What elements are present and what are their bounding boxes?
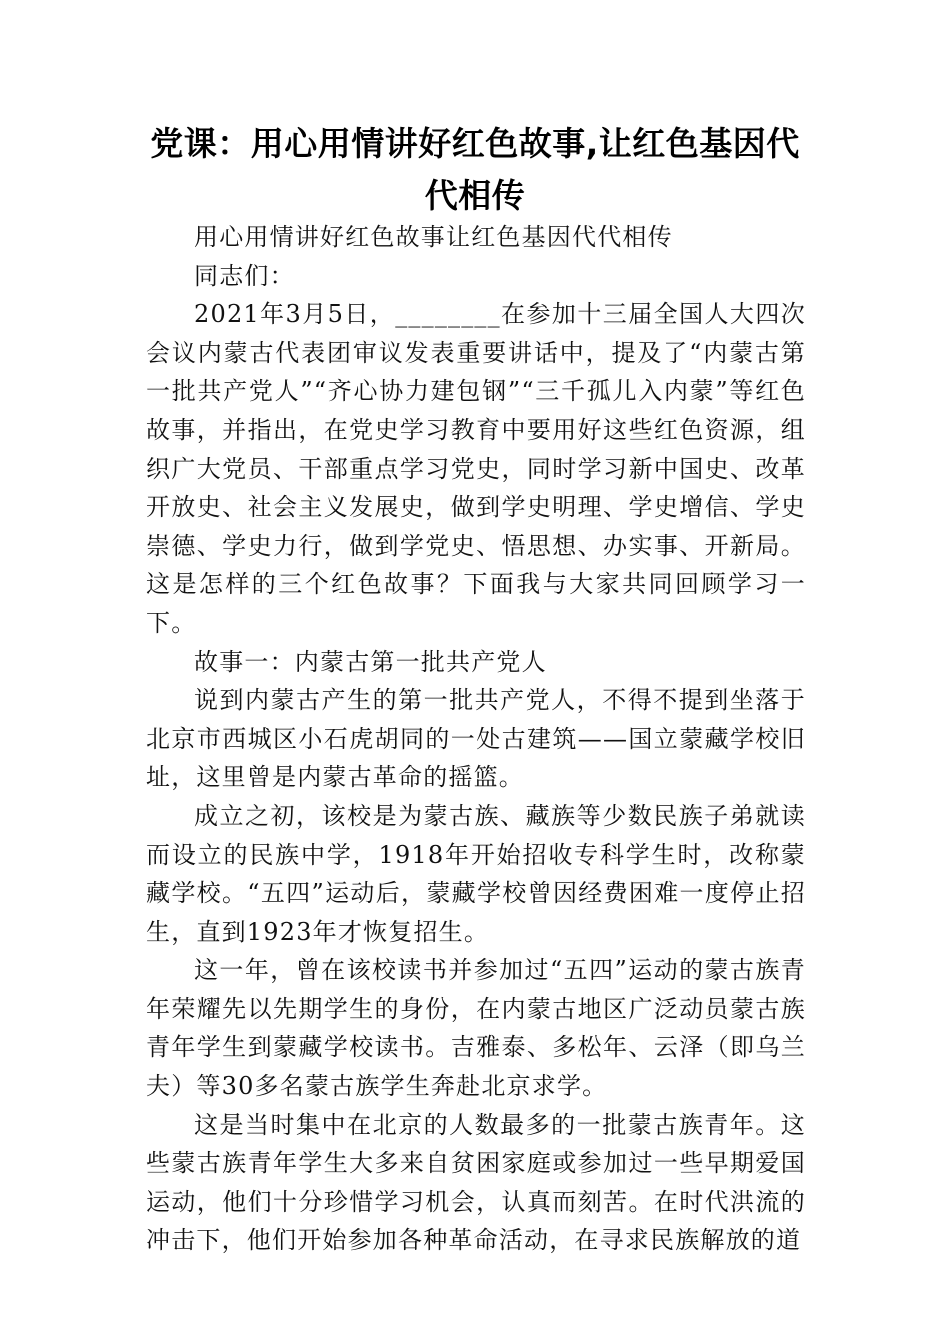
paragraph: 说到内蒙古产生的第一批共产党人，不得不提到坐落于北京市西城区小石虎胡同的一处古建筑——国立蒙藏学校旧址，这里曾是内蒙古革命的摇篮。: [146, 686, 806, 792]
paragraph-subtitle: 用心用情讲好红色故事让红色基因代代相传: [194, 223, 673, 251]
paragraph-salutation: 同志们：: [194, 261, 295, 290]
paragraph: 成立之初，该校是为蒙古族、藏族等少数民族子弟就读而设立的民族中学，1918年开始招收专科学生时，改称蒙藏学校。“五四”运动后，蒙藏学校曾因经费困难一度停止招生，直到1923年才恢复招生。: [146, 801, 806, 946]
paragraph: 这一年，曾在该校读书并参加过“五四”运动的蒙古族青年荣耀先以先期学生的身份，在内蒙古地区广泛动员蒙古族青年学生到蒙藏学校读书。吉雅泰、多松年、云泽（即乌兰夫）等30多名蒙古族学生奔赴北京求学。: [146, 956, 806, 1101]
paragraph: 这是当时集中在北京的人数最多的一批蒙古族青年。这些蒙古族青年学生大多来自贫困家庭或参加过一些早期爱国运动，他们十分珍惜学习机会，认真而刻苦。在时代洪流的冲击下，他们开始参加各种革命活动，在寻求民族解放的道: [146, 1110, 806, 1255]
document-body: [146, 218, 806, 1260]
section-heading: 故事一：内蒙古第一批共产党人: [194, 647, 547, 676]
document-title: 党课：用心用情讲好红色故事,让红色基因代代相传: [150, 124, 800, 215]
paragraph: 2021年3月5日，________在参加十三届全国人大四次会议内蒙古代表团审议发表重要讲话中，提及了“内蒙古第一批共产党人”“齐心协力建包钢”“三千孤儿入内蒙”等红色故事，并指出，在党史学习教育中要用好这些红色资源，组织广大党员、干部重点学习党史，同时学习新中国史、改革开放史、社会主义发展史，做到学史明理、学史增信、学史崇德、学史力行，做到学党史、悟思想、办实事、开新局。这是怎样的三个红色故事？下面我与大家共同回顾学习一下。: [146, 300, 806, 637]
